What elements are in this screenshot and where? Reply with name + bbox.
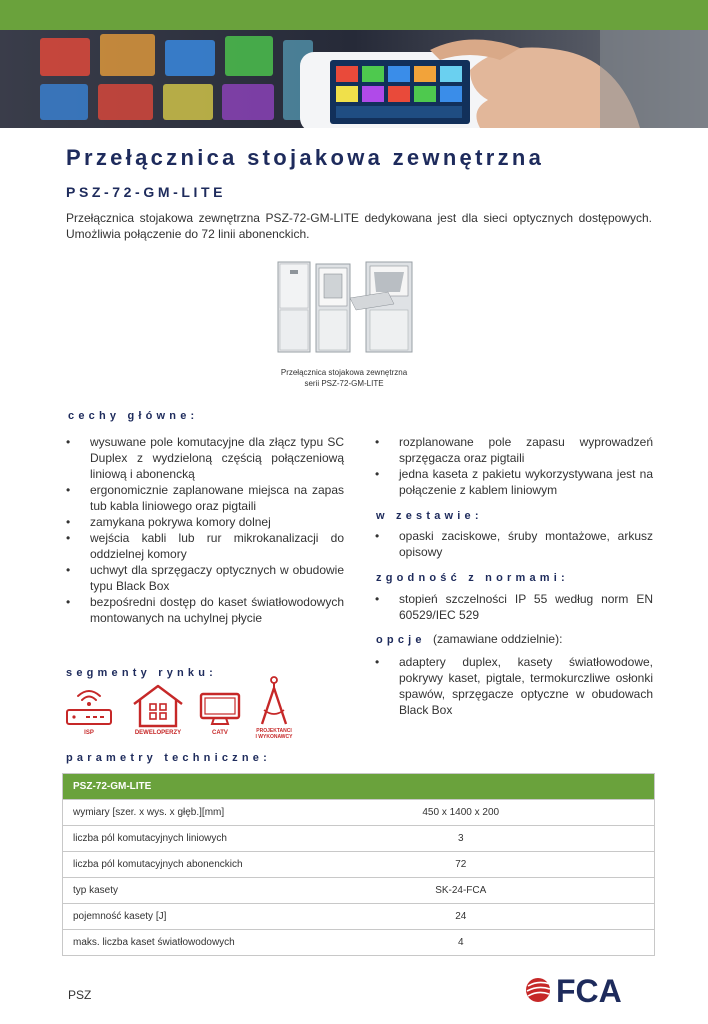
segment-label-line: I WYKONAWCY	[255, 734, 293, 740]
param-label: liczba pól komutacyjnych liniowych	[63, 826, 368, 852]
param-label: liczba pól komutacyjnych abonenckich	[63, 852, 368, 878]
options-heading-text: opcje	[376, 634, 426, 646]
norms-list	[373, 591, 653, 623]
router-icon	[64, 682, 114, 730]
list-item: • adaptery duplex, kasety światłowodowe, pokrywy kaset, pigtale, termokurczliwe osłonki spawów, sprzęgacze optyczne w obudowach Black Box	[373, 654, 653, 718]
list-item: • jedna kaseta z pakietu wykorzystywana jest na połączenie z kablem liniowym	[373, 466, 653, 498]
features-list-right	[373, 434, 653, 498]
features-list-left	[64, 434, 344, 626]
list-item: • rozplanowane pole zapasu wyprowadzeń sprzęgacza oraz pigtaili	[373, 434, 653, 466]
options-heading	[376, 632, 562, 646]
parameters-table	[62, 773, 655, 956]
param-value: 4	[368, 930, 655, 956]
parameters-heading: parametry techniczne:	[66, 752, 271, 764]
norms-heading: zgodność z normami:	[376, 572, 569, 584]
segment-label-line: PROJEKTANCI	[256, 728, 292, 734]
param-label: pojemność kasety [J]	[63, 904, 368, 930]
tv-icon	[198, 682, 242, 730]
caption-line: serii PSZ-72-GM-LITE	[304, 379, 384, 388]
options-note: (zamawiane oddzielnie):	[433, 632, 563, 646]
table-header-row	[63, 774, 655, 800]
logo-mark-icon	[526, 978, 550, 1002]
list-item: • stopień szczelności IP 55 według norm EN 60529/IEC 529	[373, 591, 653, 623]
kit-list	[373, 528, 653, 560]
list-item: • wysuwane pole komutacyjne dla złącz typu SC Duplex z wydzieloną częścią połączeniową liniową i abonencką	[64, 434, 344, 482]
table-row	[63, 800, 655, 826]
photo-caption	[258, 367, 430, 389]
param-value: 3	[368, 826, 655, 852]
fca-logo	[522, 972, 644, 1013]
table-header: PSZ-72-GM-LITE	[63, 774, 655, 800]
list-item: • wejścia kabli lub rur mikrokanalizacji do oddzielnej komory	[64, 530, 344, 562]
param-label: wymiary [szer. x wys. x głęb.][mm]	[63, 800, 368, 826]
list-item: • bezpośredni dostęp do kaset światłowodowych montowanych na uchylnej płycie	[64, 594, 344, 626]
param-value: SK-24-FCA	[368, 878, 655, 904]
kit-heading: w zestawie:	[376, 510, 483, 522]
segment-label	[248, 728, 300, 740]
product-model: PSZ-72-GM-LITE	[66, 184, 227, 200]
param-value: 24	[368, 904, 655, 930]
segment-label: DEWELOPERZY	[134, 730, 182, 736]
options-list	[373, 654, 653, 718]
logo-text: FCA	[556, 973, 622, 1008]
segment-isp	[64, 682, 114, 735]
list-item: • zamykana pokrywa komory dolnej	[64, 514, 344, 530]
page-title: Przełącznica stojakowa zewnętrzna	[66, 145, 545, 170]
top-accent-bar	[0, 0, 708, 30]
list-item: • ergonomicznie zaplanowane miejsca na zapas tub kabla liniowego oraz pigtaili	[64, 482, 344, 514]
segment-catv	[198, 682, 242, 735]
param-label: typ kasety	[63, 878, 368, 904]
table-row	[63, 930, 655, 956]
compass-icon	[252, 674, 296, 728]
table-row	[63, 826, 655, 852]
list-item: • uchwyt dla sprzęgaczy optycznych w obudowie typu Black Box	[64, 562, 344, 594]
features-heading: cechy główne:	[68, 410, 199, 422]
segment-developers	[130, 682, 186, 735]
segment-label: ISP	[84, 730, 94, 736]
segments-heading: segmenty rynku:	[66, 667, 218, 679]
building-icon	[130, 682, 186, 730]
market-segments	[64, 682, 304, 748]
product-photo	[276, 258, 416, 363]
param-label: maks. liczba kaset światłowodowych	[63, 930, 368, 956]
caption-line: Przełącznica stojakowa zewnętrzna	[280, 368, 408, 377]
table-row	[63, 852, 655, 878]
intro-text: Przełącznica stojakowa zewnętrzna PSZ-72-GM-LITE dedykowana jest dla sieci optycznych dostępowych. Umożliwia połączenie do 72 linii abonenckich.	[66, 211, 652, 241]
segment-label: CATV	[212, 730, 228, 736]
list-item: • opaski zaciskowe, śruby montażowe, arkusz opisowy	[373, 528, 653, 560]
param-value: 72	[368, 852, 655, 878]
table-row	[63, 904, 655, 930]
param-value: 450 x 1400 x 200	[368, 800, 655, 826]
hero-banner-image	[0, 30, 708, 128]
table-row	[63, 878, 655, 904]
footer-product-code: PSZ	[68, 988, 92, 1002]
